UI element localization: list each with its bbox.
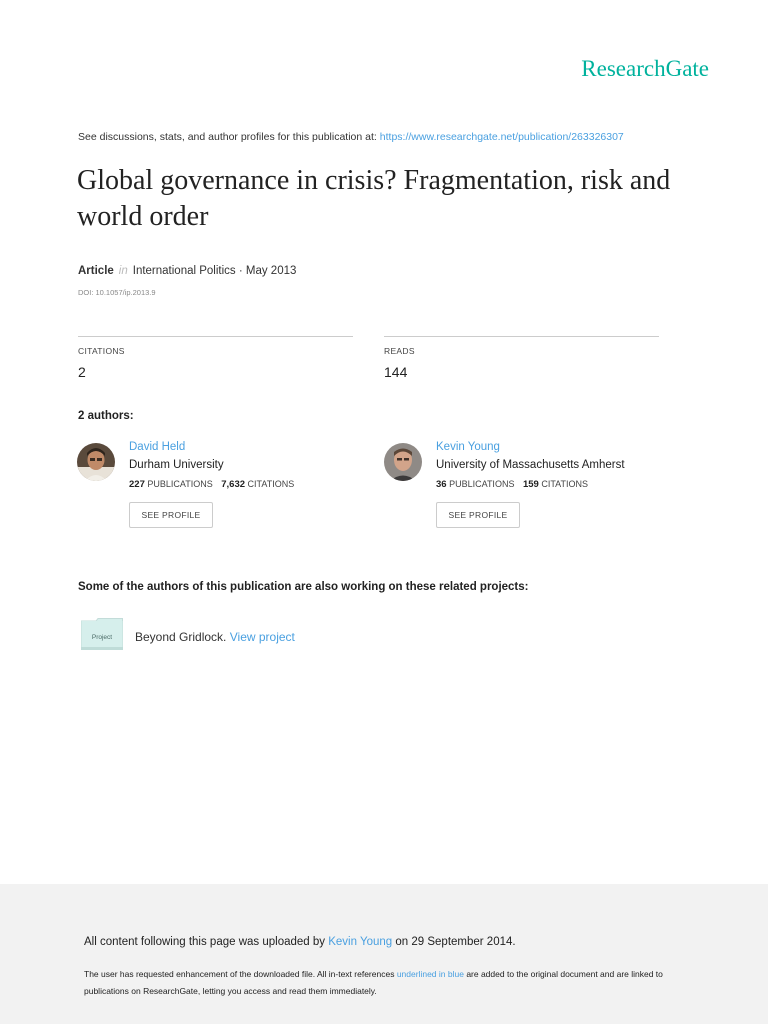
authors-heading: 2 authors:: [78, 410, 134, 422]
author-institution: Durham University: [129, 459, 224, 471]
publications-count: 36: [436, 479, 447, 490]
citations-stat: [78, 336, 353, 380]
project-icon-label: Project: [91, 634, 113, 641]
publication-title: Global governance in crisis? Fragmentation, risk and world order: [77, 165, 671, 232]
discussion-prefix: See discussions, stats, and author profiles for this publication at:: [78, 131, 377, 143]
citations-count: 7,632: [221, 479, 246, 490]
upload-prefix: All content following this page was uploaded by: [84, 936, 326, 948]
project-folder-icon[interactable]: [81, 618, 123, 650]
underlined-in-blue-text: underlined in blue: [396, 969, 464, 979]
citations-label: CITATIONS: [247, 479, 295, 489]
citations-label: CITATIONS: [78, 346, 125, 356]
upload-suffix: on 29 September 2014.: [395, 936, 516, 948]
researchgate-logo[interactable]: ResearchGate: [581, 56, 709, 81]
citations-value: 2: [78, 364, 86, 380]
author-info: [436, 441, 696, 528]
publications-count: 227: [129, 479, 145, 490]
doi-text: DOI: 10.1057/ip.2013.9: [78, 288, 156, 297]
author-name-link[interactable]: Kevin Young: [436, 441, 500, 453]
publication-type: Article: [78, 265, 114, 277]
discussion-line: [78, 131, 624, 143]
reads-label: READS: [384, 346, 415, 356]
project-line: [135, 630, 295, 644]
in-label: in: [118, 265, 128, 277]
reads-stat: [384, 336, 659, 380]
publications-label: PUBLICATIONS: [449, 479, 515, 489]
footer: [0, 884, 768, 1024]
reads-value: 144: [384, 364, 408, 380]
citations-label: CITATIONS: [541, 479, 589, 489]
uploader-link[interactable]: Kevin Young: [328, 936, 393, 948]
author-name-link[interactable]: David Held: [129, 441, 186, 453]
see-profile-button[interactable]: SEE PROFILE: [129, 502, 213, 528]
publication-url-link[interactable]: https://www.researchgate.net/publication/263326307: [379, 131, 624, 143]
publication-meta: [78, 265, 296, 277]
author-stats: [436, 479, 696, 490]
project-name: Beyond Gridlock.: [135, 630, 227, 644]
see-profile-button[interactable]: SEE PROFILE: [436, 502, 520, 528]
related-projects-heading: Some of the authors of this publication are also working on these related projects:: [78, 581, 529, 593]
note-part-1: The user has requested enhancement of the downloaded file. All in-text references: [84, 969, 395, 979]
author-institution: University of Massachusetts Amherst: [436, 459, 625, 471]
author-stats: [129, 479, 389, 490]
view-project-link[interactable]: View project: [229, 630, 295, 644]
avatar[interactable]: [384, 443, 422, 481]
publications-label: PUBLICATIONS: [147, 479, 213, 489]
avatar[interactable]: [77, 443, 115, 481]
note-part-2: are added to the original document and are linked to publications on ResearchGate, letting you access and read them immediately.: [84, 969, 663, 996]
enhancement-note: [84, 966, 694, 1000]
citations-count: 159: [522, 479, 539, 490]
publication-venue[interactable]: International Politics · May 2013: [132, 265, 297, 277]
author-info: [129, 441, 389, 528]
upload-info: [84, 936, 516, 948]
